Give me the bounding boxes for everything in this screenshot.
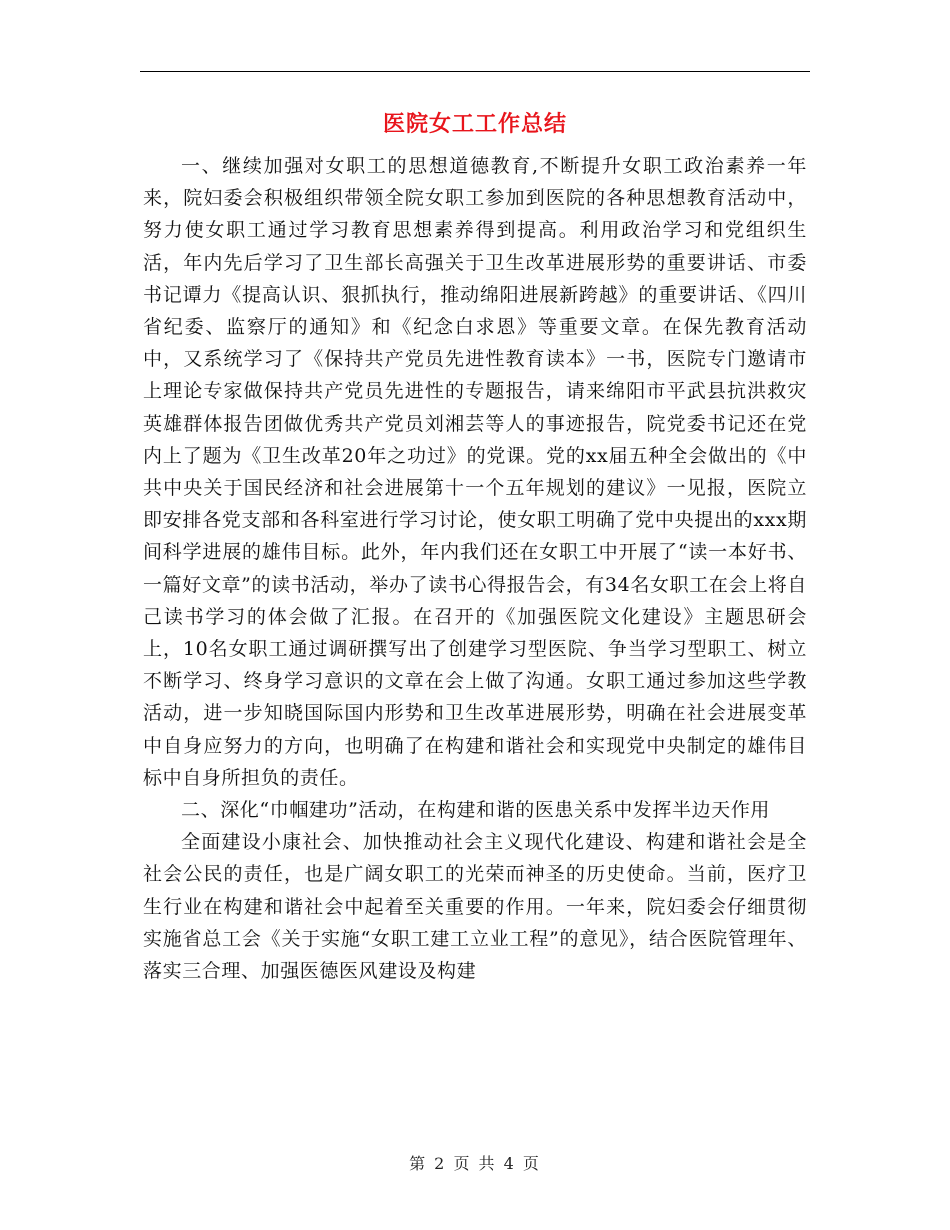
document-body — [143, 150, 807, 987]
page-number: 第 2 页 共 4 页 — [409, 1154, 541, 1173]
paragraph-3: 全面建设小康社会、加快推动社会主义现代化建设、构建和谐社会是全社会公民的责任，也是广阔女职工的光荣而神圣的历史使命。当前，医疗卫生行业在构建和谐社会中起着至关重要的作用。一年来，院妇委会仔细贯彻实施省总工会《关于实施“女职工建工立业工程”的意见》，结合医院管理年、落实三合理、加强医德医风建设及构建 — [143, 831, 807, 983]
document-title: 医院女工工作总结 — [382, 111, 567, 137]
paragraph-1: 一、继续加强对女职工的思想道德教育,不断提升女职工政治素养一年来，院妇委会积极组织带领全院女职工参加到医院的各种思想教育活动中，努力使女职工通过学习教育思想素养得到提高。利用政治学习和党组织生活，年内先后学习了卫生部长高强关于卫生改革进展形势的重要讲话、市委书记谭力《提高认识、狠抓执行，推动绵阳进展新跨越》的重要讲话、《四川省纪委、监察厅的通知》和《纪念白求恩》等重要文章。在保先教育活动中，又系统学习了《保持共产党员先进性教育读本》一书，医院专门邀请市上理论专家做保持共产党员先进性的专题报告，请来绵阳市平武县抗洪救灾英雄群体报告团做优秀共产党员刘湘芸等人的事迹报告，院党委书记还在党内上了题为《卫生改革20年之功过》的党课。党的xx届五种全会做出的《中共中央关于国民经济和社会进展第十一个五年规划的建议》一见报，医院立即安排各党支部和各科室进行学习讨论，使女职工明确了党中央提出的xxx期间科学进展的雄伟目标。此外，年内我们还在女职工中开展了“读一本好书、一篇好文章”的读书活动，举办了读书心得报告会，有34名女职工在会上将自己读书学习的体会做了汇报。在召开的《加强医院文化建设》主题思研会上，10名女职工通过调研撰写出了创建学习型医院、争当学习型职工、树立不断学习、终身学习意识的文章在会上做了沟通。女职工通过参加这些学教活动，进一步知晓国际国内形势和卫生改革进展形势，明确在社会进展变革中自身应努力的方向，也明确了在构建和谐社会和实现党中央制定的雄伟目标中自身所担负的责任。 — [143, 155, 807, 789]
header-rule — [140, 71, 810, 72]
paragraph-2: 二、深化“巾帼建功”活动，在构建和谐的医患关系中发挥半边天作用 — [181, 799, 771, 822]
